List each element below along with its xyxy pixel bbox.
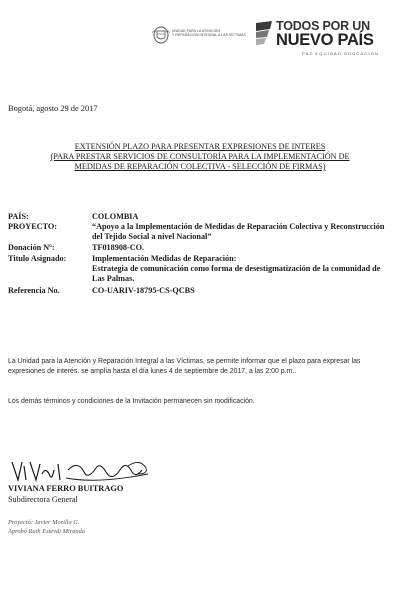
- institution-line: Y REPARACIÓN INTEGRAL A LAS VÍCTIMAS: [172, 33, 246, 38]
- field-value-reference: CO-UARIV-18795-CS-QCBS: [92, 286, 195, 295]
- signer-role: Subdirectora General: [8, 495, 78, 504]
- projected-by: Proyectó: Javier Morillo G.: [8, 519, 80, 526]
- field-value-title: Implementación Medidas de Reparación:: [92, 254, 237, 263]
- field-value-donation: TF018908-CO.: [92, 243, 145, 252]
- body-paragraph-2: Los demás términos y condiciones de la Invitación permanecen sin modificación.: [8, 398, 255, 405]
- flag-mark-icon: [254, 19, 276, 49]
- government-brand-logo: [254, 19, 386, 61]
- field-label-country: PAÍS:: [8, 212, 29, 221]
- field-label-project: PROYECTO:: [8, 222, 57, 231]
- document-date: Bogotá, agosto 29 de 2017: [8, 104, 98, 113]
- brand-tagline: PAZ EQUIDAD EDUCACIÓN: [302, 51, 380, 56]
- field-label-reference: Referencia No.: [8, 286, 60, 295]
- handwritten-signature: [8, 456, 168, 484]
- title-line-2: (PARA PRESTAR SERVICIOS DE CONSULTORÍA PARA LA IMPLEMENTACIÓN DE: [50, 152, 350, 161]
- field-value-title-detail: Estrategia de comunicación como forma de desestigmatización de la comunidad de Las Palmas.: [92, 264, 381, 283]
- title-line-3: MEDIDAS DE REPARACIÓN COLECTIVA - SELECCIÓN DE FIRMAS): [74, 162, 326, 171]
- approved-by: Aprobó Ruth Estevdi Miranda: [8, 528, 85, 535]
- brand-line-1: TODOS POR UN: [276, 19, 370, 33]
- body-paragraph-1: La Unidad para la Atención y Reparación Integral a las Víctimas, se permite informar que el plazo para expresar las expresiones de interés. se amplía hasta el día lunes 4 de septiembre de 2017, a las 2:00 p.m..: [8, 358, 361, 375]
- title-line-1: EXTENSIÓN PLAZO PARA PRESENTAR EXPRESIONES DE INTERES: [74, 142, 326, 151]
- brand-line-2: NUEVO PAÍS: [276, 31, 374, 49]
- field-label-donation: Donación Nº:: [8, 243, 55, 252]
- field-label-title: Titulo Asignado:: [8, 254, 67, 263]
- field-value-country: COLOMBIA: [92, 212, 139, 221]
- coat-of-arms-icon: [150, 25, 172, 45]
- institution-line: UNIDAD PARA LA ATENCIÓN: [172, 29, 220, 33]
- institution-name: [172, 29, 252, 37]
- field-value-project: “Apoyo a la Implementación de Medidas de Reparación Colectiva y Reconstrucción del Tejido Social a nivel Nacional”: [92, 222, 385, 241]
- signer-name: VIVIANA FERRO BUITRAGO: [8, 484, 124, 493]
